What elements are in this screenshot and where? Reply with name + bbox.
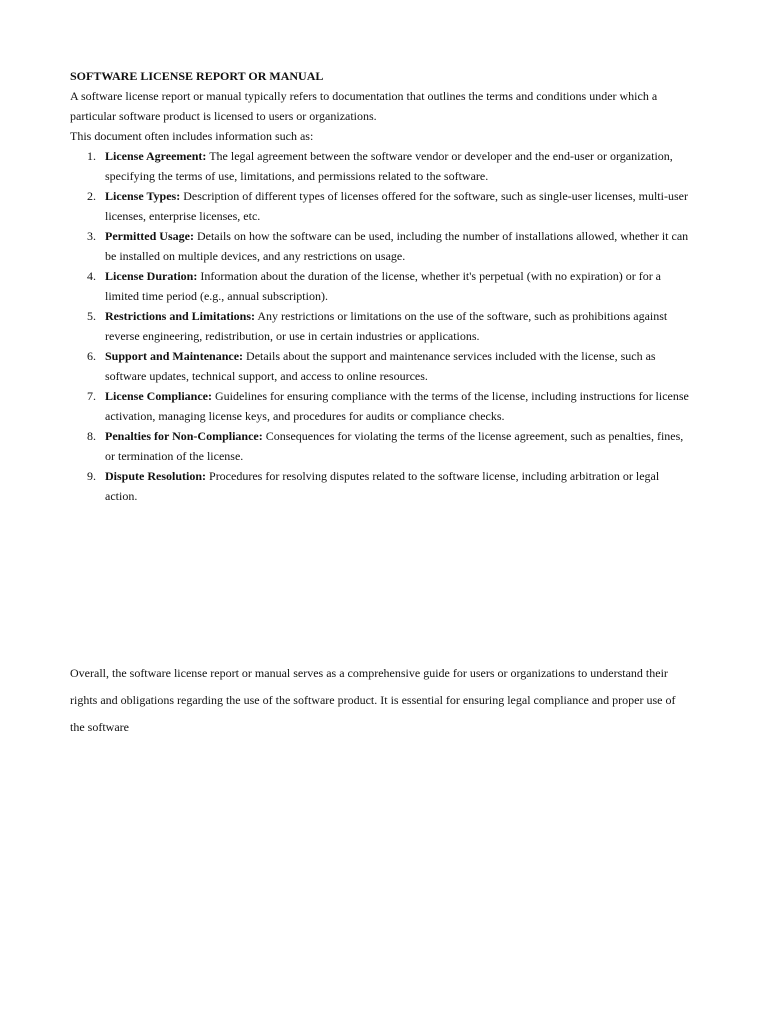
- list-item-text: Details on how the software can be used, including the number of installations allowed, whether it can be installed on multiple devices, and any restrictions on usage.: [105, 229, 689, 263]
- list-item: [70, 386, 692, 426]
- document-title: SOFTWARE LICENSE REPORT OR MANUAL: [70, 69, 324, 83]
- document-body: [70, 66, 692, 506]
- intro-paragraph: A software license report or manual typically refers to documentation that outlines the terms and conditions under which a particular software product is licensed to users or organizations.: [70, 89, 658, 123]
- list-item: [70, 346, 692, 386]
- list-item-term: Support and Maintenance:: [105, 349, 244, 363]
- list-item-term: License Agreement:: [105, 149, 207, 163]
- list-item-term: License Compliance:: [105, 389, 212, 403]
- list-item-number: 6.: [87, 349, 96, 363]
- list-item-term: Penalties for Non-Compliance:: [105, 429, 263, 443]
- list-item-text: Consequences for violating the terms of the license agreement, such as penalties, fines, or termination of the license.: [105, 429, 684, 463]
- list-item-text: Description of different types of licenses offered for the software, such as single-user licenses, multi-user licenses, enterprise licenses, etc.: [105, 189, 688, 223]
- list-item-number: 4.: [87, 269, 96, 283]
- list-item-term: Dispute Resolution:: [105, 469, 207, 483]
- list-item: [70, 426, 692, 466]
- list-item: [70, 466, 692, 506]
- list-item: [70, 226, 692, 266]
- list-item-term: License Types:: [105, 189, 181, 203]
- list-item-text: The legal agreement between the software vendor or developer and the end-user or organization, specifying the terms of use, limitations, and permissions related to the software.: [105, 149, 673, 183]
- list-item-term: Permitted Usage:: [105, 229, 194, 243]
- list-item-text: Any restrictions or limitations on the use of the software, such as prohibitions against reverse engineering, redistribution, or use in certain industries or applications.: [105, 309, 668, 343]
- lead-in-paragraph: This document often includes information such as:: [70, 129, 314, 143]
- list-item-text: Details about the support and maintenance services included with the license, such as software updates, technical support, and access to online resources.: [105, 349, 656, 383]
- list-item-number: 2.: [87, 189, 96, 203]
- list-item-term: Restrictions and Limitations:: [105, 309, 255, 323]
- list-item-number: 5.: [87, 309, 96, 323]
- list-item-number: 9.: [87, 469, 96, 483]
- list-item: [70, 306, 692, 346]
- list-item-text: Information about the duration of the license, whether it's perpetual (with no expiration) or for a limited time period (e.g., annual subscription).: [105, 269, 662, 303]
- license-topics-list: [70, 146, 692, 506]
- list-item: [70, 266, 692, 306]
- list-item-number: 8.: [87, 429, 96, 443]
- list-item: [70, 186, 692, 226]
- list-item: [70, 146, 692, 186]
- list-item-number: 7.: [87, 389, 96, 403]
- closing-paragraph: Overall, the software license report or manual serves as a comprehensive guide for users or organizations to understand their rights and obligations regarding the use of the software product. It is essential for ensuring legal compliance and proper use of the software: [70, 666, 676, 734]
- list-item-text: Procedures for resolving disputes related to the software license, including arbitration or legal action.: [105, 469, 660, 503]
- list-item-number: 3.: [87, 229, 96, 243]
- list-item-number: 1.: [87, 149, 96, 163]
- list-item-text: Guidelines for ensuring compliance with the terms of the license, including instructions for license activation, managing license keys, and procedures for audits or compliance checks.: [105, 389, 689, 423]
- list-item-term: License Duration:: [105, 269, 198, 283]
